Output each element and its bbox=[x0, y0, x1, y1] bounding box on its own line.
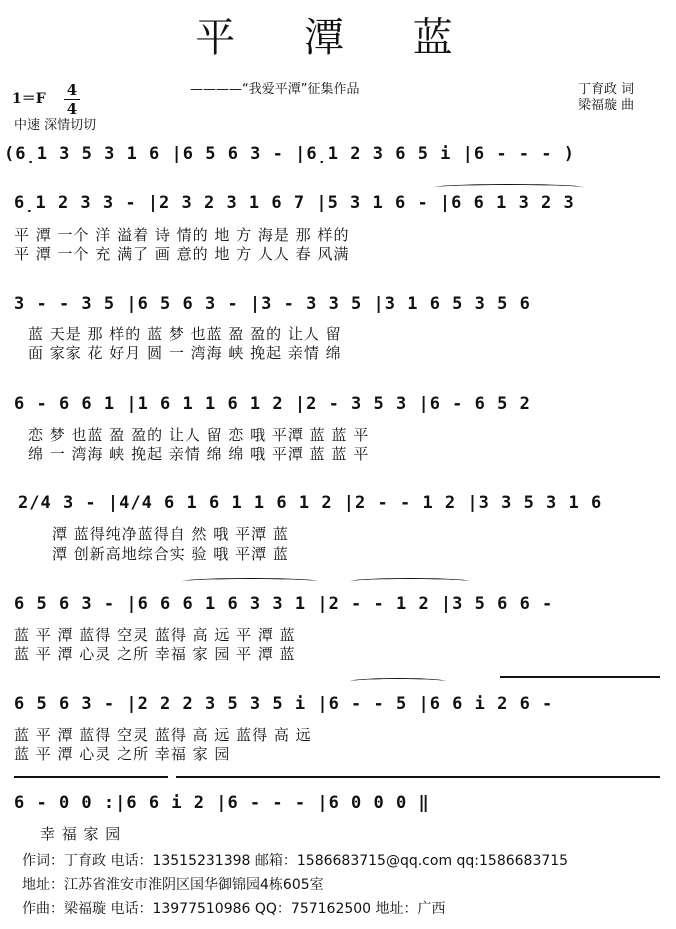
staff-row-4: 6 - 6 6 1 |1 6 1 1 6 1 2 |2 - 3 5 3 |6 - 6 5 2 bbox=[14, 394, 531, 414]
song-title: 平 潭 蓝 bbox=[195, 15, 481, 61]
lyrics-row-6-verse-1: 蓝 平 潭 蓝得 空灵 蓝得 高 远 平 潭 蓝 bbox=[14, 626, 296, 644]
footer-lyricist-contact: 作词：丁育政 电话：13515231398 邮箱：1586683715@qq.com qq:1586683715 bbox=[22, 853, 569, 869]
lyrics-row-6-verse-2: 蓝 平 潭 心灵 之所 幸福 家 园 平 潭 蓝 bbox=[14, 645, 296, 663]
staff-row-5: 2/4 3 - |4/4 6 1 6 1 1 6 1 2 |2 - - 1 2 |3 3 5 3 1 6 bbox=[18, 493, 603, 513]
lyrics-row-7-verse-2: 蓝 平 潭 心灵 之所 幸福 家 园 bbox=[14, 745, 231, 763]
lyrics-row-2-verse-2: 平 潭 一个 充 满了 画 意的 地 方 人人 春 风满 bbox=[14, 245, 350, 263]
time-sig-bottom: 4 bbox=[66, 100, 78, 118]
staff-row-2: 6̣1 2 3 3 - |2 3 2 3 1 6 7 |5 3 1 6 - |6 6 1 3 2 3 bbox=[14, 193, 575, 213]
lyrics-row-5-verse-2: 潭 创新高地综合实 验 哦 平潭 蓝 bbox=[52, 545, 289, 563]
slur-mark bbox=[350, 578, 470, 585]
lyrics-row-7-verse-1: 蓝 平 潭 蓝得 空灵 蓝得 高 远 蓝得 高 远 bbox=[14, 726, 312, 744]
lyrics-row-4-verse-2: 绵 一 湾海 峡 挽起 亲情 绵 绵 哦 平潭 蓝 蓝 平 bbox=[28, 445, 370, 463]
time-sig-top: 4 bbox=[66, 81, 78, 99]
lyrics-row-4-verse-1: 恋 梦 也蓝 盈 盈的 让人 留 恋 哦 平潭 蓝 蓝 平 bbox=[28, 426, 370, 444]
lyrics-row-3-verse-1: 蓝 天是 那 样的 蓝 梦 也蓝 盈 盈的 让人 留 bbox=[28, 325, 342, 343]
footer-address: 地址：江苏省淮安市淮阴区国华御锦园4栋605室 bbox=[22, 877, 324, 893]
staff-row-7: 6 5 6 3 - |2 2 2 3 5 3 5 i |6 - - 5 |6 6 i 2 6 - bbox=[14, 694, 554, 714]
composer-credit: 梁福璇 曲 bbox=[578, 98, 635, 113]
slur-mark bbox=[182, 578, 318, 585]
footer-composer-contact: 作曲：梁福璇 电话：13977510986 QQ：757162500 地址：广西 bbox=[22, 901, 446, 917]
lyrics-row-2-verse-1: 平 潭 一个 洋 溢着 诗 情的 地 方 海是 那 样的 bbox=[14, 226, 350, 244]
volta-bracket-1 bbox=[500, 676, 660, 678]
staff-row-3: 3 - - 3 5 |6 5 6 3 - |3 - 3 3 5 |3 1 6 5 3 5 6 bbox=[14, 294, 531, 314]
lyrics-row-3-verse-2: 面 家家 花 好月 圆 一 湾海 峡 挽起 亲情 绵 bbox=[28, 344, 342, 362]
lyrics-row-5-verse-1: 潭 蓝得纯净蓝得自 然 哦 平潭 蓝 bbox=[52, 525, 289, 543]
tie-line bbox=[14, 776, 168, 778]
lyricist-credit: 丁育政 词 bbox=[578, 82, 635, 97]
subtitle: ————“我爱平潭”征集作品 bbox=[190, 82, 360, 97]
time-signature bbox=[64, 82, 80, 117]
key-signature: 1＝F bbox=[12, 91, 46, 107]
slur-mark bbox=[350, 678, 446, 685]
staff-row-1: (6̣1 3 5 3 1 6 |6 5 6 3 - |6̣1 2 3 6 5 i |6 - - - ) bbox=[4, 144, 575, 164]
slur-mark bbox=[434, 184, 584, 191]
lyrics-row-8-verse-1: 幸 福 家 园 bbox=[40, 825, 122, 843]
volta-bracket-2 bbox=[176, 776, 660, 778]
tempo-marking: 中速 深情切切 bbox=[14, 118, 97, 133]
staff-row-6: 6 5 6 3 - |6 6 6 1 6 3 3 1 |2 - - 1 2 |3 5 6 6 - bbox=[14, 594, 554, 614]
staff-row-8: 6 - 0 0 :|6 6 i 2 |6 - - - |6 0 0 0 ‖ bbox=[14, 793, 430, 813]
